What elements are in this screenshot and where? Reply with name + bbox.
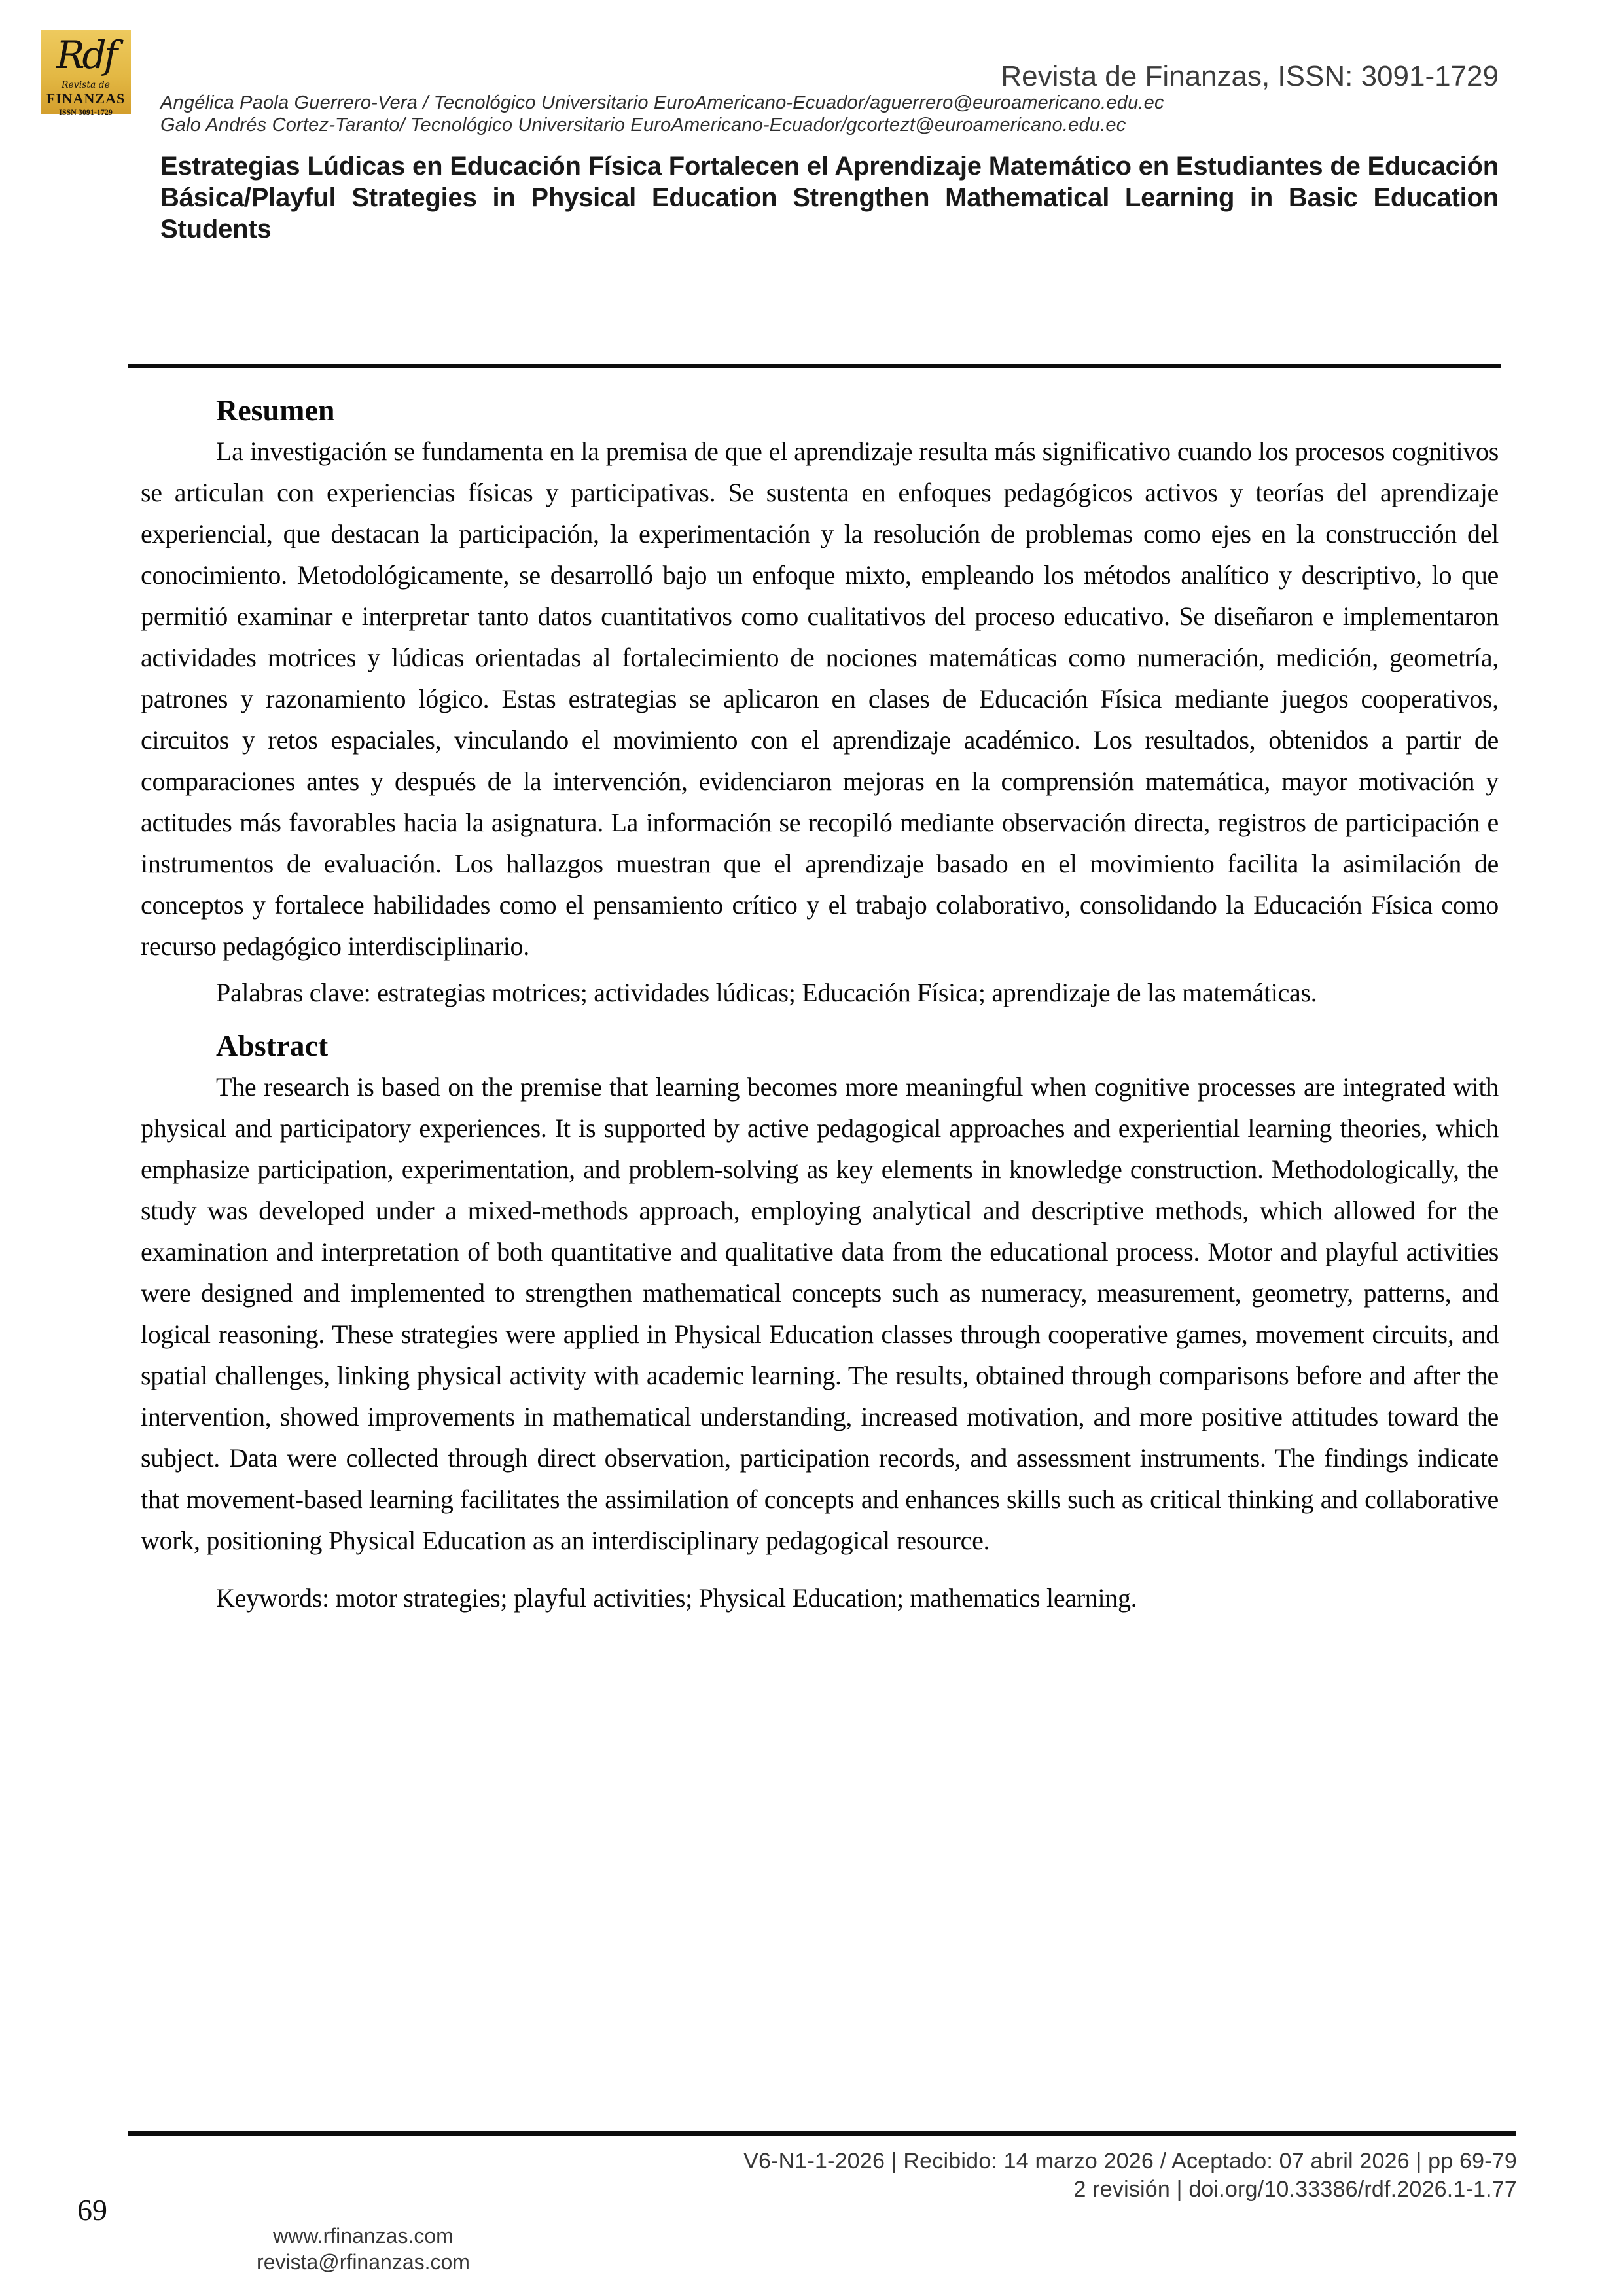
footer-meta-doi-line: 2 revisión | doi.org/10.33386/rdf.2026.1-1.77 bbox=[1073, 2177, 1517, 2202]
article-title: Estrategias Lúdicas en Educación Física Fortalecen el Aprendizaje Matemático en Estudiantes de Educación Básica/Playful Strategies in Physical Education Strengthen Mathematical Learning in Basic Education Students bbox=[160, 152, 1499, 243]
resumen-heading: Resumen bbox=[216, 393, 335, 427]
footer-website: www.rfinanzas.com bbox=[273, 2224, 454, 2248]
keywords-line: Keywords: motor strategies; playful activities; Physical Education; mathematics learning. bbox=[216, 1583, 1137, 1613]
bottom-divider-rule bbox=[128, 2131, 1516, 2136]
page-number: 69 bbox=[77, 2193, 107, 2227]
article-body bbox=[141, 389, 1499, 1619]
author-line-2: Galo Andrés Cortez-Taranto/ Tecnológico Universitario EuroAmericano-Ecuador/gcortezt@euroamericano.edu.ec bbox=[160, 115, 1126, 135]
footer-email: revista@rfinanzas.com bbox=[257, 2250, 470, 2274]
abstract-heading: Abstract bbox=[216, 1029, 329, 1062]
footer-meta-line-1: V6-N1-1-2026 | Recibido: 14 marzo 2026 / Aceptado: 07 abril 2026 | pp 69-79 bbox=[743, 2149, 1517, 2174]
resumen-paragraph: La investigación se fundamenta en la premisa de que el aprendizaje resulta más significativo cuando los procesos cognitivos se articulan con experiencias físicas y participativas. Se sustenta en enfoques pedagógicos activos y teorías del aprendizaje experiencial, que destacan la participación, la experimentación y la resolución de problemas como ejes en la construcción del conocimiento. Metodológicamente, se desarrolló bajo un enfoque mixto, empleando los métodos analítico y descriptivo, lo que permitió examinar e interpretar tanto datos cuantitativos como cualitativos del proceso educativo. Se diseñaron e implementaron actividades motrices y lúdicas orientadas al fortalecimiento de nociones matemáticas como numeración, medición, geometría, patrones y razonamiento lógico. Estas estrategias se aplicaron en clases de Educación Física mediante juegos cooperativos, circuitos y retos espaciales, vinculando el movimiento con el aprendizaje académico. Los resultados, obtenidos a partir de comparaciones antes y después de la intervención, evidenciaron mejoras en la comprensión matemática, mayor motivación y actitudes más favorables hacia la asignatura. La información se recopiló mediante observación directa, registros de participación e instrumentos de evaluación. Los hallazgos muestran que el aprendizaje basado en el movimiento facilita la asimilación de conceptos y fortalece habilidades como el pensamiento crítico y el trabajo colaborativo, consolidando la Educación Física como recurso pedagógico interdisciplinario. bbox=[141, 437, 1499, 961]
journal-header-line: Revista de Finanzas, ISSN: 3091-1729 bbox=[1001, 60, 1499, 92]
logo-monogram: Rdf bbox=[56, 33, 116, 77]
top-divider-rule bbox=[128, 364, 1501, 368]
logo-issn: ISSN 3091-1729 bbox=[59, 107, 113, 117]
logo-brand-name: FINANZAS bbox=[46, 90, 126, 107]
logo-brand-script: Revista de bbox=[61, 80, 111, 90]
abstract-paragraph: The research is based on the premise that learning becomes more meaningful when cognitive processes are integrated with physical and participatory experiences. It is supported by active pedagogical approaches and experiential learning theories, which emphasize participation, experimentation, and problem-solving as key elements in knowledge construction. Methodologically, the study was developed under a mixed-methods approach, employing analytical and descriptive methods, which allowed for the examination and interpretation of both quantitative and qualitative data from the educational process. Motor and playful activities were designed and implemented to strengthen mathematical concepts such as numeracy, measurement, geometry, patterns, and logical reasoning. These strategies were applied in Physical Education classes through cooperative games, movement circuits, and spatial challenges, linking physical activity with academic learning. The results, obtained through comparisons before and after the intervention, showed improvements in mathematical understanding, increased motivation, and more positive attitudes toward the subject. Data were collected through direct observation, participation records, and assessment instruments. The findings indicate that movement-based learning facilitates the assimilation of concepts and enhances skills such as critical thinking and collaborative work, positioning Physical Education as an interdisciplinary pedagogical resource. bbox=[141, 1072, 1499, 1555]
author-line-1: Angélica Paola Guerrero-Vera / Tecnológico Universitario EuroAmericano-Ecuador/aguerrero@euroamericano.edu.ec bbox=[160, 92, 1164, 113]
palabras-clave-line: Palabras clave: estrategias motrices; actividades lúdicas; Educación Física; aprendizaje de las matemáticas. bbox=[216, 978, 1317, 1007]
journal-logo bbox=[41, 30, 131, 117]
